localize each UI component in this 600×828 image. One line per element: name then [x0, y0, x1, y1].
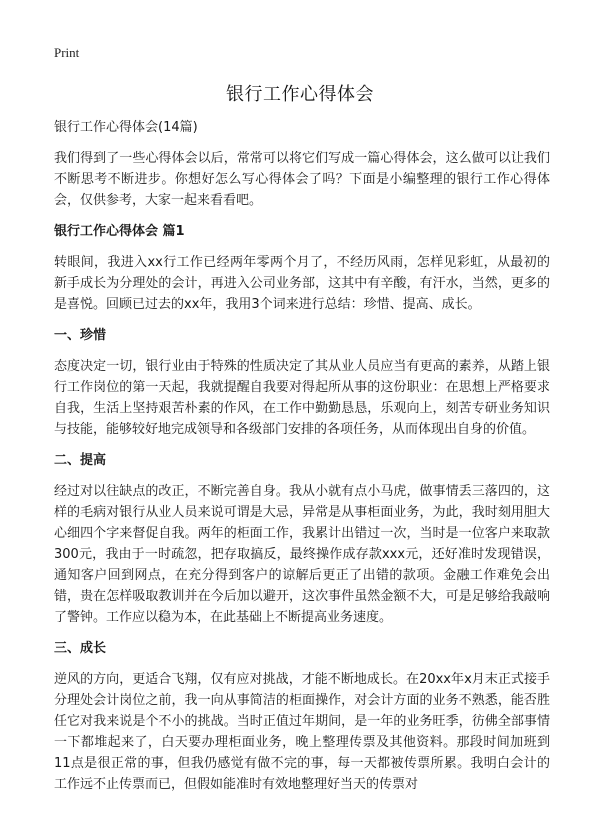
section-heading-improve: 二、提高: [54, 453, 107, 468]
section-paragraph-cherish: 态度决定一切，银行业由于特殊的性质决定了其从业人员应当有更高的素养，从踏上银行工作岗位的第一天起，我就提醒自我要对得起所从事的这份职业：在思想上严格要求自我，生活上坚持艰苦朴素的作风，在工作中勤勤恳恳，乐观向上，刻苦专研业务知识与技能，能够较好地完成领导和各级部门安排的各项任务，从而体现出自身的价值。: [54, 359, 550, 437]
article-heading: 银行工作心得体会 篇1: [54, 224, 185, 239]
page-title: 银行工作心得体会: [226, 84, 374, 105]
section-heading-grow: 三、成长: [54, 641, 107, 656]
section-paragraph-grow: 逆风的方向，更适合飞翔，仅有应对挑战，才能不断地成长。在20xx年x月末正式接手分理处会计岗位之前，我一向从事简洁的柜面操作，对会计方面的业务不熟悉，能否胜任它对我来说是个不小的挑战。当时正值过年期间，是一年的业务旺季，彷佛全部事情一下都堆起来了，白天要办理柜面业务，晚上整理传票及其他资料。那段时间加班到11点是很正常的事，但我仍感觉有做不完的事，每一天都被传票所累。我明白会计的工作远不止传票而已，但假如能准时有效地整理好当天的传票对: [54, 672, 550, 792]
intro-paragraph: 我们得到了一些心得体会以后，常常可以将它们写成一篇心得体会，这么做可以让我们不断思考不断进步。你想好怎么写心得体会了吗？下面是小编整理的银行工作心得体会，仅供参考，大家一起来看看吧。: [54, 151, 550, 208]
section-heading-cherish: 一、珍惜: [54, 328, 107, 343]
document-subtitle: 银行工作心得体会(14篇): [54, 120, 198, 135]
print-label: Print: [54, 45, 80, 60]
section-paragraph-improve: 经过对以往缺点的改正，不断完善自身。我从小就有点小马虎，做事情丢三落四的，这样的毛病对银行从业人员来说可谓是大忌，异常是从事柜面业务，为此，我时刻用胆大心细四个字来督促自我。两年的柜面工作，我累计出错过一次，当时是一位客户来取款300元，我由于一时疏忽，把存取搞反，最终操作成存款xxx元，还好准时发现错误，通知客户回到网点，在充分得到客户的谅解后更正了出错的款项。金融工作难免会出错，贵在怎样吸取教训并在今后加以避开，这次事件虽然金额不大，可是足够给我敲响了警钟。工作应以稳为本，在此基础上不断提高业务速度。: [54, 484, 550, 625]
article-intro-paragraph: 转眼间，我进入xx行工作已经两年零两个月了，不经历风雨，怎样见彩虹，从最初的新手成长为分理处的会计，再进入公司业务部，这其中有辛酸，有汗水，当然，更多的是喜悦。回顾已过去的xx年，我用3个词来进行总结：珍惜、提高、成长。: [54, 255, 550, 312]
article-body: [54, 117, 550, 805]
